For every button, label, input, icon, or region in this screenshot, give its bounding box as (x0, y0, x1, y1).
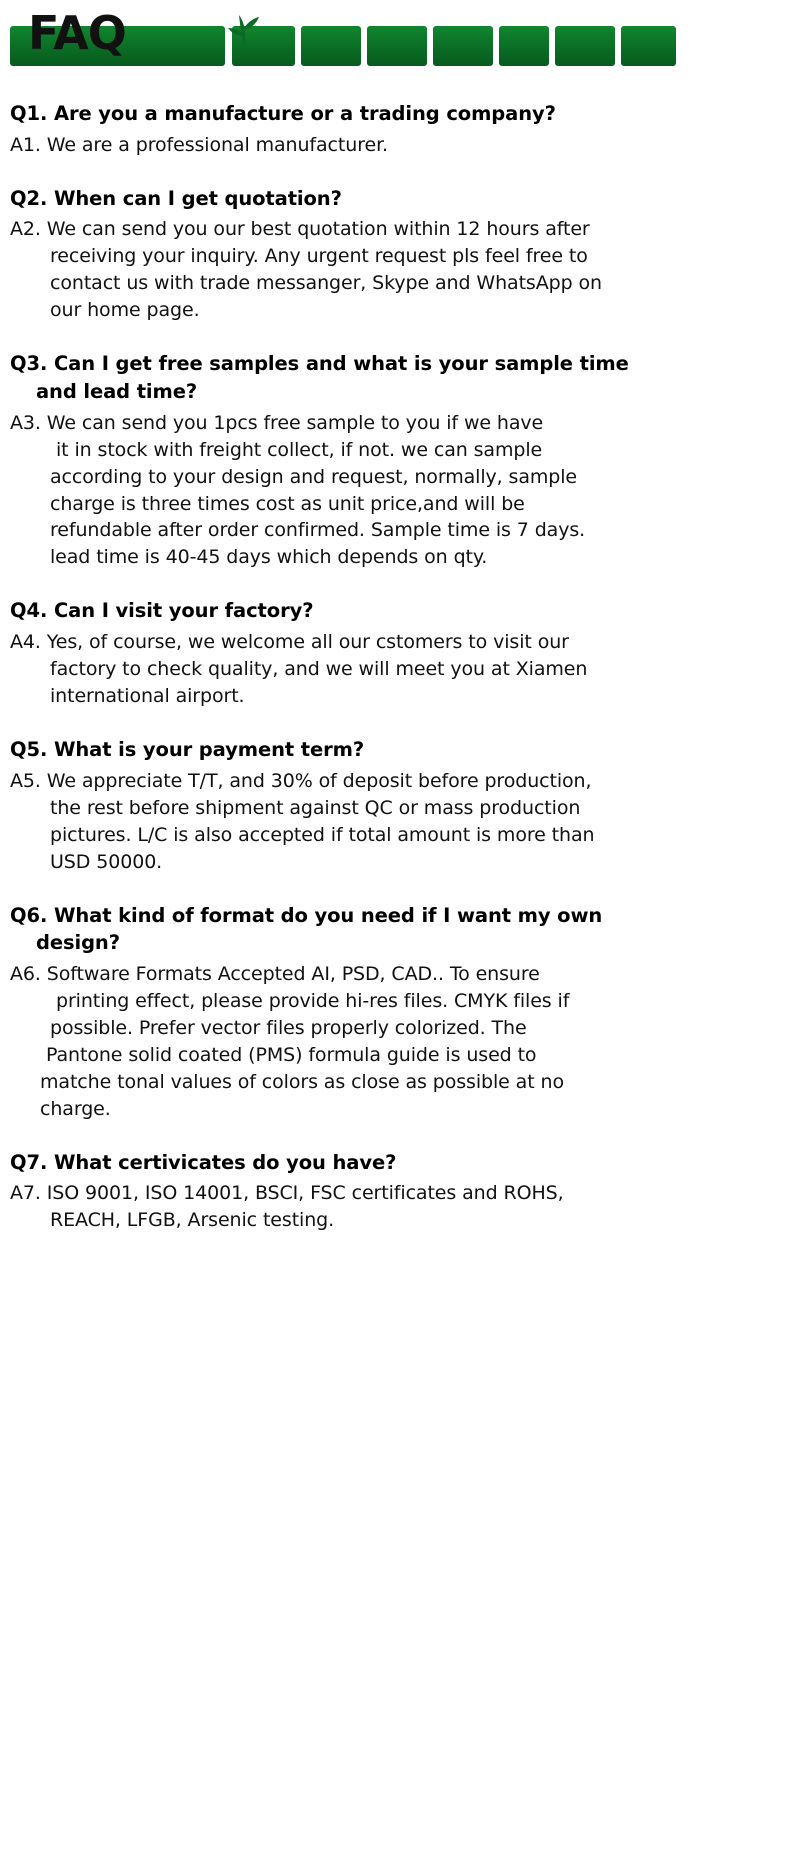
faq-question-cont: and lead time? (36, 379, 198, 403)
faq-question (10, 736, 776, 764)
faq-answer-line: our home page. (50, 299, 200, 322)
faq-question (10, 350, 776, 405)
faq-answer-line: contact us with trade messanger, Skype and WhatsApp on (50, 272, 602, 295)
faq-item (10, 736, 776, 876)
faq-question-text: Can I get free samples and what is your sample time (53, 352, 629, 376)
faq-answer-label: A7. (10, 1182, 41, 1205)
faq-banner (0, 8, 790, 78)
faq-answer-line: Software Formats Accepted AI, PSD, CAD.. To ensure (46, 962, 540, 985)
faq-question (10, 100, 776, 128)
faq-answer-line: printing effect, please provide hi-res files. CMYK files if (56, 989, 570, 1012)
faq-question-label: Q6. (10, 903, 48, 927)
faq-question-cont: design? (36, 931, 120, 955)
faq-question-text: When can I get quotation? (53, 186, 342, 210)
faq-answer-line: ISO 9001, ISO 14001, BSCI, FSC certificates and ROHS, (46, 1182, 564, 1205)
faq-question-label: Q3. (10, 352, 48, 376)
faq-question-text: Can I visit your factory? (53, 599, 314, 623)
faq-item (10, 185, 776, 325)
leaf-icon (226, 14, 260, 44)
page-title: FAQ (28, 6, 126, 60)
faq-item (10, 1149, 776, 1235)
faq-question-text: Are you a manufacture or a trading company? (53, 102, 556, 125)
faq-question-label: Q1. (10, 102, 48, 125)
faq-answer (10, 1180, 776, 1234)
faq-answer (10, 216, 776, 324)
faq-answer-line: USD 50000. (50, 850, 163, 873)
faq-item (10, 902, 776, 1123)
faq-item (10, 100, 776, 159)
faq-question-label: Q5. (10, 738, 48, 761)
faq-question (10, 1149, 776, 1177)
faq-answer-label: A3. (10, 411, 41, 434)
faq-answer (10, 629, 776, 710)
faq-content (0, 78, 790, 1280)
faq-answer-line: factory to check quality, and we will meet you at Xiamen (50, 658, 588, 681)
faq-answer-line: the rest before shipment against QC or mass production (50, 796, 581, 819)
faq-question (10, 185, 776, 213)
faq-answer-label: A1. (10, 133, 41, 156)
faq-answer-line: charge is three times cost as unit price,and will be (50, 492, 525, 515)
faq-answer-line: pictures. L/C is also accepted if total amount is more than (50, 823, 595, 846)
faq-answer (10, 410, 776, 572)
faq-answer-line: We can send you 1pcs free sample to you if we have (46, 411, 544, 434)
faq-answer-line: receiving your inquiry. Any urgent request pls feel free to (50, 245, 588, 268)
faq-question-text: What kind of format do you need if I want my own (53, 903, 603, 927)
faq-answer-line: it in stock with freight collect, if not. we can sample (56, 438, 543, 461)
faq-question-label: Q2. (10, 186, 48, 210)
faq-answer-line: We can send you our best quotation within 12 hours after (46, 218, 590, 241)
faq-answer-line: REACH, LFGB, Arsenic testing. (50, 1209, 335, 1232)
faq-answer-line: refundable after order confirmed. Sample time is 7 days. (50, 519, 586, 542)
faq-answer (10, 132, 776, 159)
faq-item (10, 350, 776, 571)
faq-question (10, 902, 776, 957)
faq-item (10, 597, 776, 710)
faq-answer-label: A2. (10, 218, 41, 241)
faq-question-label: Q4. (10, 599, 48, 623)
faq-answer-label: A4. (10, 631, 41, 654)
faq-answer-label: A5. (10, 769, 41, 792)
faq-answer (10, 768, 776, 876)
faq-answer-line: international airport. (50, 685, 245, 708)
faq-answer-line: Yes, of course, we welcome all our cstomers to visit our (46, 631, 569, 654)
faq-answer-line: matche tonal values of colors as close as possible at no (40, 1070, 564, 1093)
faq-answer-line: according to your design and request, normally, sample (50, 465, 578, 488)
faq-answer-line: lead time is 40-45 days which depends on qty. (50, 546, 488, 569)
faq-question-label: Q7. (10, 1150, 48, 1174)
faq-question-text: What certivicates do you have? (53, 1150, 397, 1174)
faq-answer-label: A6. (10, 962, 41, 985)
faq-answer-line: We appreciate T/T, and 30% of deposit before production, (46, 769, 592, 792)
faq-question-text: What is your payment term? (53, 738, 365, 761)
faq-answer-line: charge. (40, 1097, 111, 1120)
faq-answer-line: We are a professional manufacturer. (46, 133, 388, 156)
faq-page (0, 8, 790, 1849)
faq-answer-line: possible. Prefer vector files properly colorized. The (50, 1016, 527, 1039)
faq-answer (10, 961, 776, 1123)
faq-question (10, 597, 776, 625)
faq-answer-line: Pantone solid coated (PMS) formula guide is used to (46, 1043, 537, 1066)
